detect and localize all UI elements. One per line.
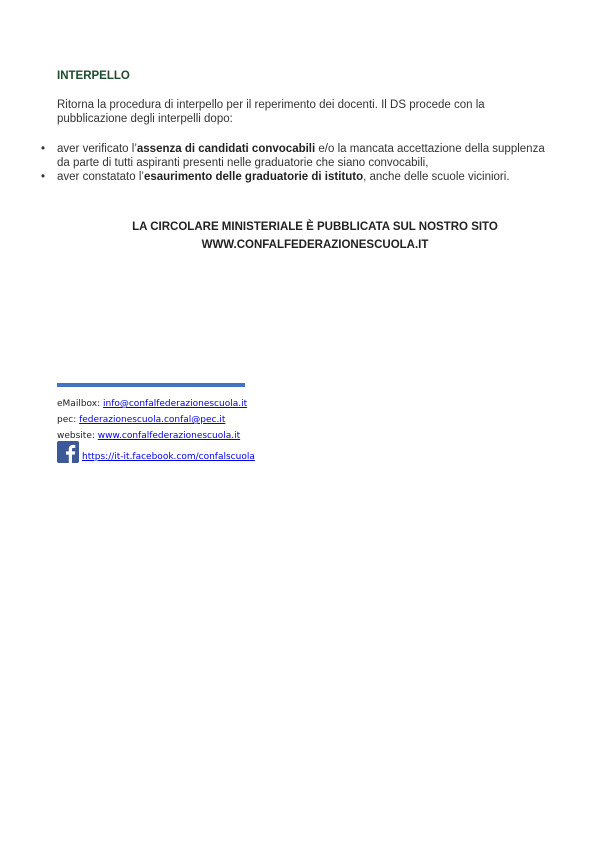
website-label: website:: [57, 431, 98, 441]
facebook-link[interactable]: https://it-it.facebook.com/confalscuola: [82, 452, 255, 462]
contact-block: [57, 396, 247, 444]
list-item-prefix: aver constatato l’: [57, 171, 144, 183]
list-item: [38, 142, 548, 170]
facebook-icon[interactable]: [57, 441, 79, 463]
bullet-icon: •: [40, 143, 46, 155]
notice-website: WWW.CONFALFEDERAZIONESCUOLA.IT: [201, 239, 429, 251]
pec-label: pec:: [57, 415, 80, 425]
notice-block: [0, 218, 595, 254]
website-link[interactable]: www.confalfederazionescuola.it: [97, 431, 241, 441]
list-item-prefix: aver verificato l’: [57, 143, 137, 155]
bullet-icon: •: [40, 171, 46, 183]
list-item: [38, 170, 548, 184]
list-item-bold: esaurimento delle graduatorie di istituto: [143, 171, 364, 183]
list-item-bold: assenza di candidati convocabili: [136, 143, 316, 155]
conditions-list: [38, 142, 548, 184]
section-heading: INTERPELLO: [57, 70, 130, 82]
list-item-suffix: e/o la mancata accettazione della supplenza da parte di tutti aspiranti presenti nelle graduatorie che siano convocabili,: [57, 143, 545, 169]
facebook-row: [57, 441, 255, 463]
intro-paragraph: Ritorna la procedura di interpello per il reperimento dei docenti. Il DS procede con la pubblicazione degli interpelli dopo:: [57, 99, 485, 125]
pec-row: [57, 412, 247, 428]
email-row: [57, 396, 247, 412]
notice-line: LA CIRCOLARE MINISTERIALE È PUBBLICATA SUL NOSTRO SITO: [132, 221, 498, 233]
pec-link[interactable]: federazionescuola.confal@pec.it: [79, 415, 226, 425]
email-link[interactable]: info@confalfederazionescuola.it: [102, 399, 248, 409]
list-item-suffix: , anche delle scuole viciniori.: [363, 171, 510, 183]
footer-divider: [57, 383, 245, 387]
email-label: eMailbox:: [57, 399, 103, 409]
